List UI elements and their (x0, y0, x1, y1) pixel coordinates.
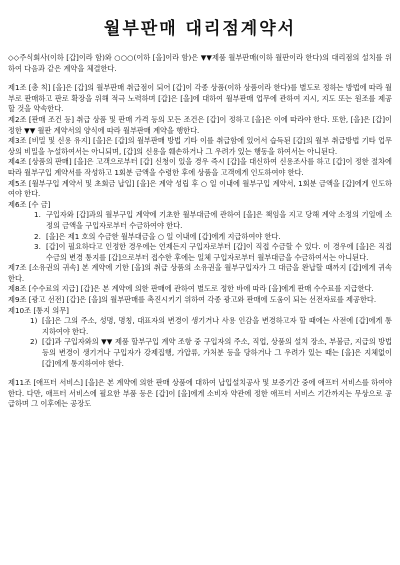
article-6-item (8, 242, 392, 263)
item-number: 2. (34, 231, 41, 241)
article-9: 제9조 [광고 선전] [갑]은 [을]의 월부판매를 촉진시키기 위하여 각종 광고와 판매에 도움이 되는 선전자료를 제공한다. (8, 295, 377, 305)
document-title: 월부판매 대리점계약서 (103, 19, 297, 39)
item-text: [갑]과 구입자와의 ▼▼ 제품 할부구입 계약 조항 중 구입자의 주소, 직업, 상품의 설치 장소, 부불금, 지급의 방법 등의 변경이 생기거나 구입자가 강제집행, 가압류, 가처분 등을 당하거나 그 우려가 있는 때는 [을]은 지체없이 [갑]에게 통지하여야 한다. (42, 337, 392, 368)
item-number: 1) (30, 316, 38, 326)
item-number: 1. (34, 210, 41, 220)
article-6-heading: 제6조 [수 금] (8, 199, 51, 209)
spacer (8, 369, 392, 378)
item-text: [갑]이 필요하다고 인정한 경우에는 언제든지 구입자로부터 [갑]이 직접 수금할 수 있다. 이 경우에 [을]은 직접 수금의 변경 통지를 [갑]으로부터 접수한 후에는 일체 구입자로부터 월부대금을 수금하여서는 아니된다. (46, 242, 392, 262)
article-7: 제7조 [소유권의 귀속] 본 계약에 기한 [을]의 취급 상품의 소유권을 월부구입자가 그 대금을 완납할 때까지 [갑]에게 귀속한다. (8, 263, 392, 283)
article-10-heading: 제10조 [통지 의무] (8, 305, 69, 315)
intro-paragraph: ◇◇주식회사(이하 [갑]이라 함)와 ○○○(이하 [을]이라 함)은 ▼▼제품 월부판매(이하 월판이라 한다)의 대리점의 설치를 위하여 다음과 같은 계약을 체결한다. (8, 53, 392, 73)
article-6-item (8, 210, 392, 231)
article-4: 제4조 [상품의 판매] [을]은 고객으로부터 [갑] 신청이 있을 경우 즉시 [갑]을 대신하여 신용조사를 하고 [갑]이 정한 절차에 따라 월부구입 계약서를 작성하고 1회분 금액을 수령한 후에 상품을 고객에게 인도하여야 한다. (8, 157, 392, 177)
article-3: 제3조 [비밀 및 신용 유지] [을]은 [갑]의 월부판매 방법 기타 이를 취급함에 있어서 습득된 [갑]의 월부 취급방법 기타 업무상의 비밀을 누설하여서는 아니되며, [갑]의 신용을 훼손하거나 그 우려가 있는 행동을 하여서는 아니된다. (8, 136, 392, 156)
article-2: 제2조 [판매 조건 등] 취급 상품 및 판매 가격 등의 모든 조건은 [갑]이 정하고 [을]은 이에 따라야 한다. 또한, [을]은 [갑]이 정한 ▼▼ 월판 계약서의 양식에 따라 월부판매 계약을 행한다. (8, 114, 392, 135)
article-6-item (8, 232, 392, 243)
item-number: 2) (30, 337, 38, 347)
spacer (8, 74, 392, 83)
item-text: [을]은 그의 주소, 성명, 명칭, 대표자의 변경이 생기거나 사용 인감을 변경하고자 할 때에는 사전에 [갑]에게 통지하여야 한다. (42, 316, 392, 336)
item-text: [을]은 제1 호의 수금한 월부대금을 ○ 일 이내에 [갑]에게 지급하여야 한다. (46, 231, 281, 241)
article-10-item (8, 337, 392, 369)
article-11: 제11조 [애프터 서비스] [을]은 본 계약에 의한 판매 상품에 대하여 납입설치공사 및 보증기간 중에 애프터 서비스를 하여야 한다. 다만, 애프터 서비스에 필요한 부품 등은 [갑]이 [을]에게 소비자 약관에 정한 애프터 서비스 기간까지는 무상으로 공급하며 그 이후에는 공장도 (8, 378, 392, 409)
item-number: 3. (34, 242, 41, 252)
article-8: 제8조 [수수료의 지급] [갑]은 본 계약에 의한 판매에 관하여 별도로 정한 바에 따라 [을]에게 판매 수수료를 지급한다. (8, 284, 374, 294)
article-1: 제1조 [총 칙] [을]은 [갑]의 월부판매 취급점이 되어 [갑]이 각종 상품(이하 상품이라 한다)를 별도로 정하는 방법에 따라 월부로 판매하고 판로 확장을 위해 적극 노력하며 [갑]은 [을]에 대하여 월부판매 업무에 관하여 지시, 지도 또는 원조를 제공할 것을 약속한다. (8, 83, 392, 114)
item-text: 구입자와 [갑]과의 월부구입 계약에 기초한 월부대금에 관하여 [을]은 책임을 지고 당해 계약 소정의 기일에 소정의 금액을 구입자로부터 수금하여야 한다. (46, 210, 392, 230)
article-10-item (8, 316, 392, 337)
article-5: 제5조 [월부구입 계약서 및 초회금 납입] [을]은 계약 성립 후 ○ 일 이내에 월부구입 계약서, 1회분 금액을 [갑]에게 인도하여야 한다. (8, 178, 392, 199)
